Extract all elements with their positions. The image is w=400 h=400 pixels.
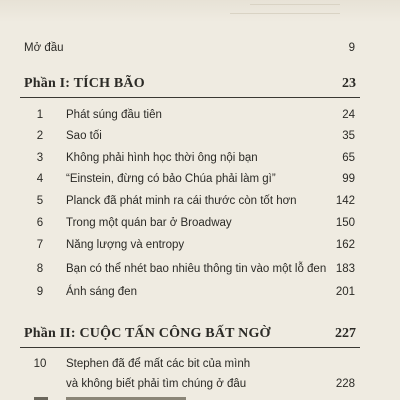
chapter-number: 7 (36, 239, 44, 251)
toc-entry[interactable] (0, 235, 400, 255)
chapter-title: Planck đã phát minh ra cái thước còn tốt hơn (66, 195, 297, 207)
entry-title: Mở đầu (24, 42, 64, 54)
chapter-number: 1 (36, 109, 44, 121)
toc-entry[interactable] (0, 213, 400, 233)
chapter-number: 6 (36, 217, 44, 229)
chapter-title-line-2: và không biết phải tìm chúng ở đâu (66, 378, 247, 390)
toc-entry[interactable] (0, 148, 400, 168)
toc-entry[interactable] (0, 191, 400, 211)
chapter-page-number: 24 (342, 109, 355, 121)
entry-page-number: 9 (348, 42, 355, 54)
chapter-page-number: 99 (342, 173, 355, 185)
faded-line (230, 13, 340, 14)
chapter-title: Năng lượng và entropy (66, 239, 185, 251)
part-title: Phần II: CUỘC TẤN CÔNG BẤT NGỜ (24, 326, 271, 341)
cut-off-next-entry (20, 392, 360, 400)
chapter-page-number: 35 (342, 130, 355, 142)
chapter-number: 10 (33, 358, 47, 370)
chapter-title: Sao tối (66, 130, 102, 142)
part-page-number: 23 (342, 76, 356, 91)
chapter-number: 9 (36, 286, 44, 298)
chapter-page-number: 150 (335, 217, 355, 229)
chapter-title: Phát súng đầu tiên (66, 109, 162, 121)
chapter-number: 2 (36, 130, 44, 142)
chapter-page-number: 183 (335, 263, 355, 275)
toc-entry[interactable] (0, 105, 400, 125)
toc-entry[interactable] (0, 282, 400, 302)
toc-entry[interactable] (0, 354, 400, 374)
chapter-title: Không phải hình học thời ông nội bạn (66, 152, 258, 164)
part-divider (20, 97, 360, 98)
chapter-page-number: 65 (342, 152, 355, 164)
chapter-title: Ánh sáng đen (66, 286, 137, 298)
chapter-title: Bạn có thể nhét bao nhiêu thông tin vào một lỗ đen (66, 263, 327, 275)
part-heading-2[interactable] (0, 322, 400, 346)
toc-entry[interactable] (0, 259, 400, 279)
part-page-number: 227 (335, 326, 356, 341)
part-heading-1[interactable] (0, 72, 400, 96)
chapter-number: 4 (36, 173, 44, 185)
chapter-page-number: 162 (335, 239, 355, 251)
toc-entry-continuation[interactable] (0, 374, 400, 394)
part-divider (20, 347, 360, 348)
chapter-number: 8 (36, 263, 44, 275)
part-title: Phần I: TÍCH BÃO (24, 76, 145, 91)
chapter-page-number: 228 (335, 378, 355, 390)
chapter-number: 5 (36, 195, 44, 207)
chapter-title: “Einstein, đừng có bảo Chúa phải làm gì” (66, 173, 276, 185)
chapter-page-number: 201 (335, 286, 355, 298)
chapter-title-line-1: Stephen đã để mất các bit của mình (66, 358, 251, 370)
chapter-number: 3 (36, 152, 44, 164)
toc-entry-intro[interactable] (0, 38, 400, 58)
show-through-from-previous-page (0, 0, 400, 22)
toc-entry[interactable] (0, 169, 400, 189)
chapter-page-number: 142 (335, 195, 355, 207)
faded-line (250, 4, 340, 5)
toc-entry[interactable] (0, 126, 400, 146)
chapter-title: Trong một quán bar ở Broadway (66, 217, 232, 229)
